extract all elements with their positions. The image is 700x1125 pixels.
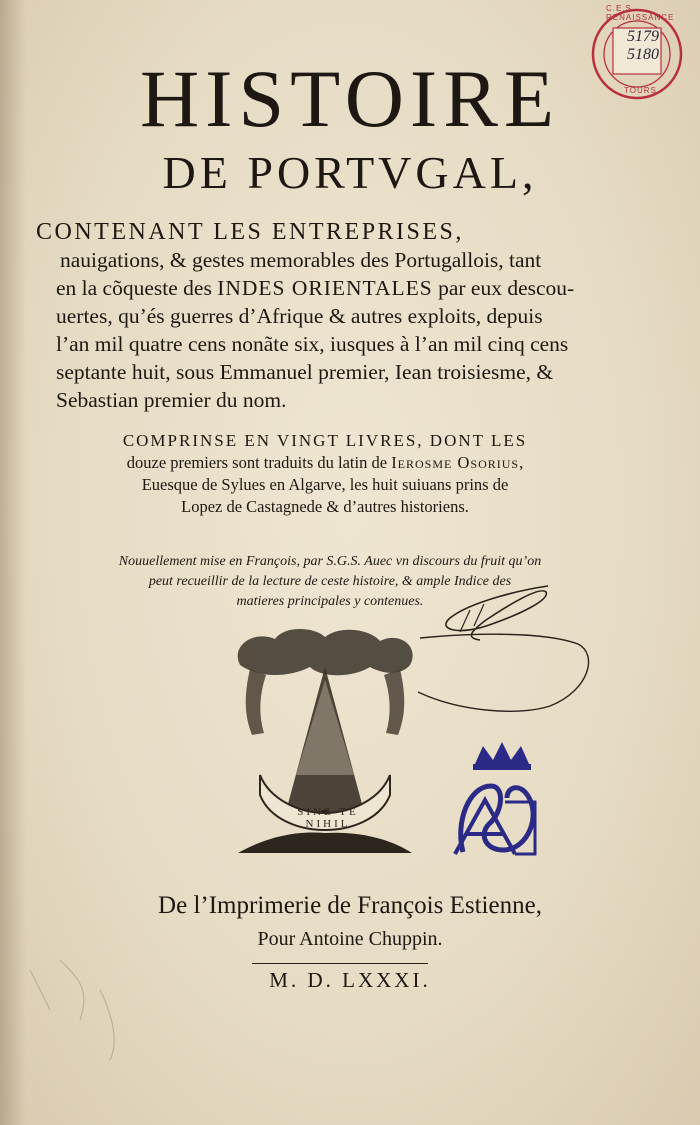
date-rule <box>252 963 428 964</box>
subtitle-line: Sebastian premier du nom. <box>56 388 287 412</box>
imprint-line-2: Pour Antoine Chuppin. <box>257 928 443 950</box>
contents-line: COMPRINSE EN VINGT LIVRES, DONT LES <box>122 431 528 450</box>
subtitle-line: en la cõqueste des INDES ORIENTALES par eux descou- <box>56 276 575 300</box>
stamp-number-top: 5179 <box>627 28 659 45</box>
stamp-number-bottom: 5180 <box>627 46 659 63</box>
title-main: HISTOIRE <box>139 53 561 144</box>
vignette-motto: SINE TE NIHIL <box>297 806 359 830</box>
note-line: Nouuellement mise en François, par S.G.S. Auec vn discours du fruit qu’on <box>118 554 542 569</box>
subtitle-line: nauigations, & gestes memorables des Portugallois, tant <box>60 248 542 272</box>
subtitle-line: uertes, qu’és guerres d’Afrique & autres exploits, depuis <box>56 304 543 328</box>
contents-line: Lopez de Castagnede & d’autres historiens. <box>181 497 469 516</box>
subtitle-line: septante huit, sous Emmanuel premier, Iean troisiesme, & <box>56 360 554 384</box>
subtitle-line: l’an mil quatre cens nonãte six, iusques à l’an mil cinq cens <box>56 332 569 356</box>
stamp-ring-top-label: C.E.S. RENAISSANCE <box>606 4 675 22</box>
note-line: matieres principales y contenues. <box>236 594 424 609</box>
imprint-line-1: De l’Imprimerie de François Estienne, <box>158 892 542 919</box>
contents-line: douze premiers sont traduits du latin de Ierosme Osorius, <box>126 453 524 472</box>
contents-paragraph <box>60 430 590 518</box>
stamp-ring-bottom-label: TOURS <box>624 86 657 95</box>
note-line: peut recueillir de la lecture de ceste histoire, & ample Indice des <box>148 574 512 589</box>
subtitle-paragraph <box>28 218 588 414</box>
subtitle-line: CONTENANT LES ENTREPRISES, <box>36 219 464 245</box>
contents-line: Euesque de Sylues en Algarve, les huit suiuans prins de <box>141 475 509 494</box>
publication-date: M. D. LXXXI. <box>269 968 431 992</box>
crowned-monogram-icon <box>445 742 560 867</box>
signature-flourish-icon <box>400 580 600 720</box>
title-sub: DE PORTVGAL, <box>162 147 538 198</box>
